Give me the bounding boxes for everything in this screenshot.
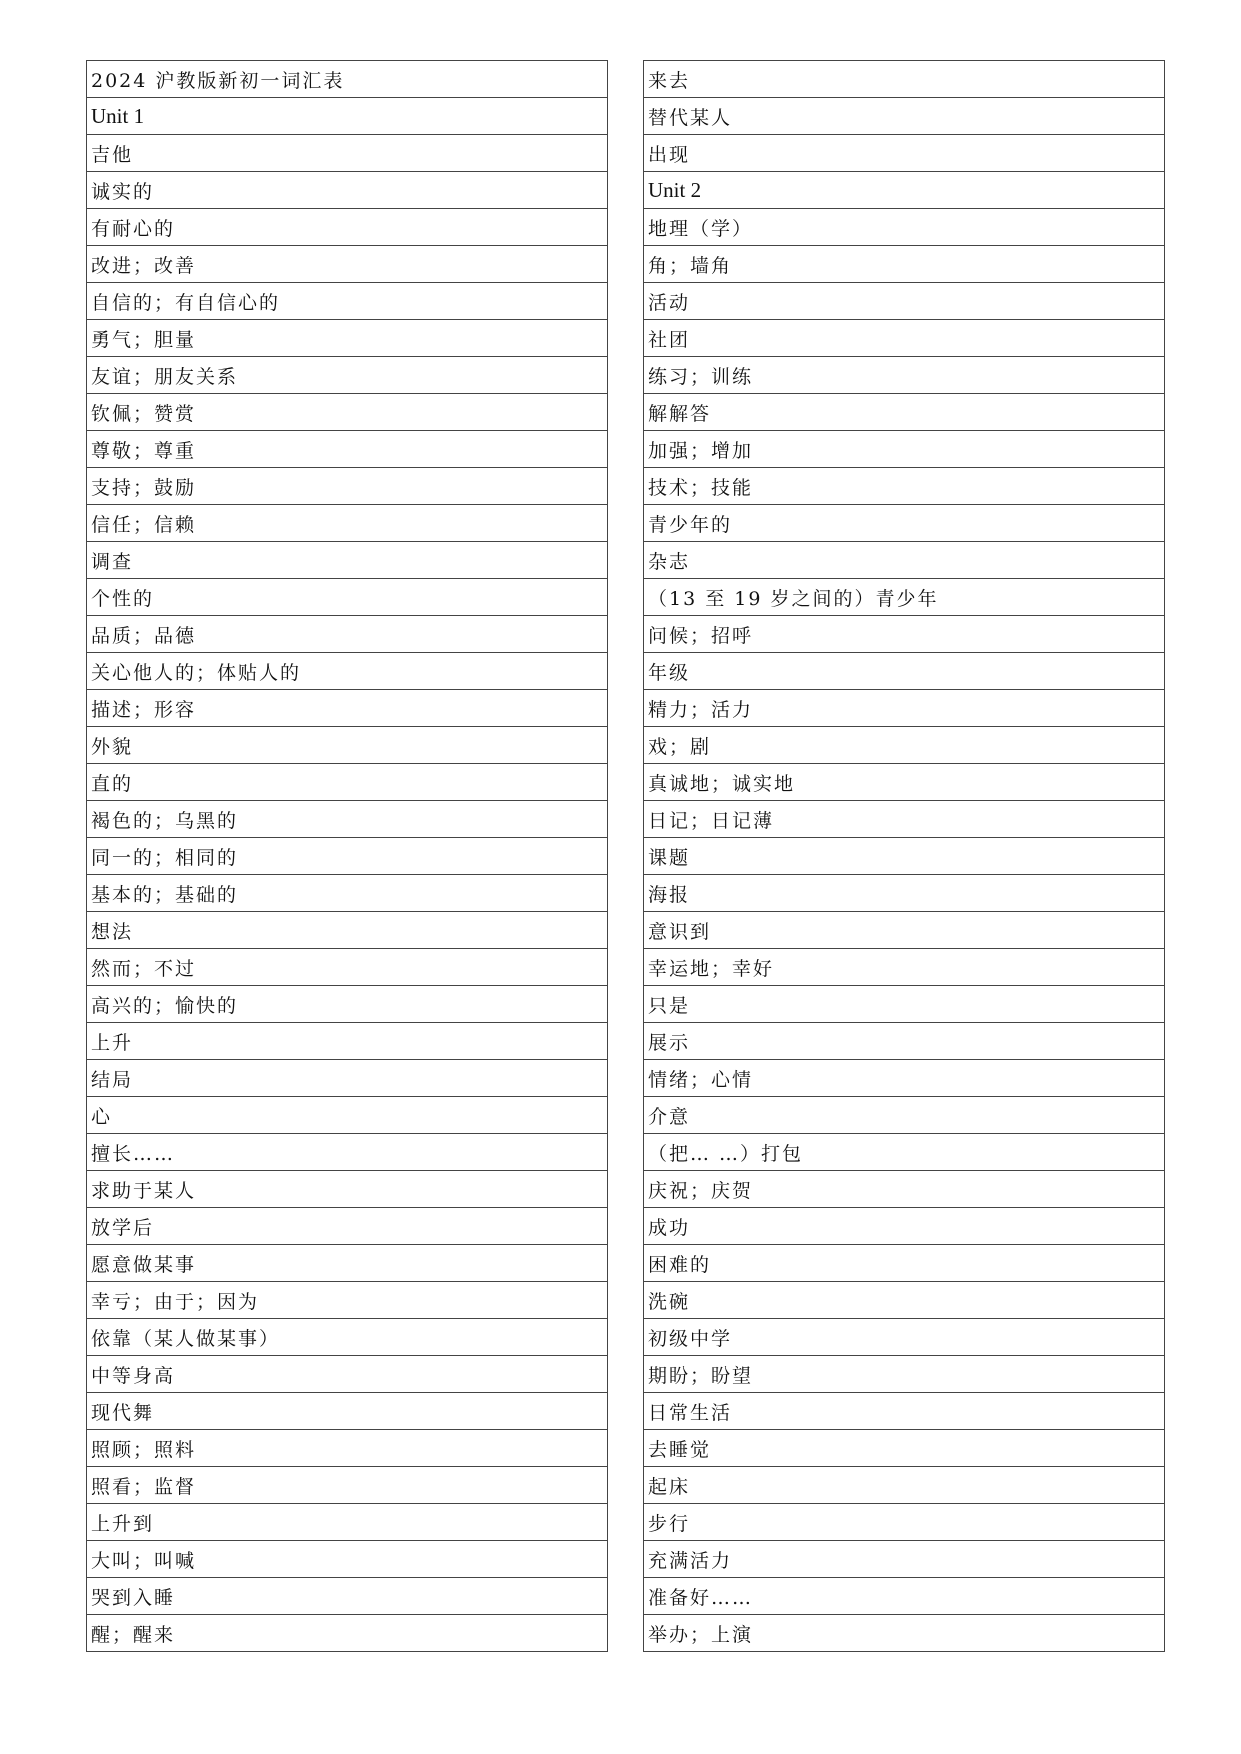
vocab-row-right — [644, 1023, 1165, 1060]
vocab-cell: 上升到 — [87, 1504, 608, 1541]
vocab-cell: 成功 — [644, 1208, 1165, 1245]
vocab-cell: 青少年的 — [644, 505, 1165, 542]
vocab-row-right — [644, 542, 1165, 579]
vocab-cell: 介意 — [644, 1097, 1165, 1134]
vocab-row-right — [644, 764, 1165, 801]
vocab-row-left — [87, 1578, 608, 1615]
vocab-cell: 诚实的 — [87, 172, 608, 209]
vocab-row-right — [644, 1504, 1165, 1541]
vocab-cell: 褐色的；乌黑的 — [87, 801, 608, 838]
vocab-row-left — [87, 246, 608, 283]
vocab-cell: 上升 — [87, 1023, 608, 1060]
vocab-cell: 哭到入睡 — [87, 1578, 608, 1615]
vocab-row-left — [87, 357, 608, 394]
vocab-row-left — [87, 1430, 608, 1467]
vocab-cell: 依靠（某人做某事） — [87, 1319, 608, 1356]
vocab-cell: 加强；增加 — [644, 431, 1165, 468]
vocab-row-right — [644, 1282, 1165, 1319]
vocab-row-left — [87, 1060, 608, 1097]
vocab-row-left — [87, 1171, 608, 1208]
vocab-row-right — [644, 1245, 1165, 1282]
vocab-row-left — [87, 949, 608, 986]
vocab-row-left — [87, 838, 608, 875]
vocab-row-left — [87, 616, 608, 653]
vocab-cell: 庆祝；庆贺 — [644, 1171, 1165, 1208]
vocab-cell: Unit 1 — [87, 98, 608, 135]
vocab-row-left — [87, 653, 608, 690]
vocab-cell: 洗碗 — [644, 1282, 1165, 1319]
vocab-cell: 日常生活 — [644, 1393, 1165, 1430]
vocab-row-left — [87, 98, 608, 135]
vocab-row-right — [644, 505, 1165, 542]
vocab-row-left — [87, 431, 608, 468]
vocab-row-left — [87, 320, 608, 357]
vocab-row-left — [87, 1504, 608, 1541]
vocab-row-left — [87, 283, 608, 320]
vocab-cell: 友谊；朋友关系 — [87, 357, 608, 394]
vocab-cell: 日记；日记薄 — [644, 801, 1165, 838]
vocab-cell: 困难的 — [644, 1245, 1165, 1282]
vocab-cell: 举办；上演 — [644, 1615, 1165, 1652]
vocab-cell: 地理（学） — [644, 209, 1165, 246]
vocab-cell: （把… …）打包 — [644, 1134, 1165, 1171]
vocab-row-right — [644, 209, 1165, 246]
vocab-table-left-body — [87, 61, 608, 1652]
vocab-row-right — [644, 1356, 1165, 1393]
vocab-row-right — [644, 1208, 1165, 1245]
vocab-table-left — [86, 60, 608, 1652]
vocab-cell: 中等身高 — [87, 1356, 608, 1393]
vocab-cell: 擅长…… — [87, 1134, 608, 1171]
vocab-row-left — [87, 801, 608, 838]
vocab-cell: 幸亏；由于；因为 — [87, 1282, 608, 1319]
vocab-row-right — [644, 283, 1165, 320]
vocab-row-left — [87, 542, 608, 579]
vocab-cell: 心 — [87, 1097, 608, 1134]
vocab-row-right — [644, 98, 1165, 135]
vocab-cell: 尊敬；尊重 — [87, 431, 608, 468]
vocab-row-right — [644, 246, 1165, 283]
vocab-row-right — [644, 690, 1165, 727]
vocab-cell: 问候；招呼 — [644, 616, 1165, 653]
vocab-row-left — [87, 394, 608, 431]
vocab-cell: 信任；信赖 — [87, 505, 608, 542]
vocab-cell: 情绪；心情 — [644, 1060, 1165, 1097]
vocab-cell: 高兴的；愉快的 — [87, 986, 608, 1023]
vocab-row-right — [644, 986, 1165, 1023]
vocab-cell: 海报 — [644, 875, 1165, 912]
vocab-row-left — [87, 690, 608, 727]
vocab-row-right — [644, 357, 1165, 394]
vocab-cell: 步行 — [644, 1504, 1165, 1541]
vocab-row-left — [87, 1134, 608, 1171]
vocab-row-right — [644, 1393, 1165, 1430]
vocab-row-right — [644, 1467, 1165, 1504]
vocab-row-right — [644, 949, 1165, 986]
vocab-row-right — [644, 1541, 1165, 1578]
vocab-cell: 幸运地；幸好 — [644, 949, 1165, 986]
vocab-row-right — [644, 838, 1165, 875]
vocab-cell: 杂志 — [644, 542, 1165, 579]
vocab-cell: 现代舞 — [87, 1393, 608, 1430]
vocab-row-right — [644, 172, 1165, 209]
vocab-cell: 放学后 — [87, 1208, 608, 1245]
vocab-cell: 初级中学 — [644, 1319, 1165, 1356]
vocab-cell: 替代某人 — [644, 98, 1165, 135]
vocab-cell: 技术；技能 — [644, 468, 1165, 505]
vocab-cell: 大叫；叫喊 — [87, 1541, 608, 1578]
vocab-row-left — [87, 1356, 608, 1393]
vocab-cell: 调查 — [87, 542, 608, 579]
vocab-row-left — [87, 579, 608, 616]
vocab-row-left — [87, 209, 608, 246]
vocab-row-right — [644, 1319, 1165, 1356]
vocab-row-left — [87, 986, 608, 1023]
vocab-row-right — [644, 579, 1165, 616]
vocab-row-right — [644, 653, 1165, 690]
vocab-row-left — [87, 875, 608, 912]
vocab-row-left — [87, 1282, 608, 1319]
vocab-row-right — [644, 1430, 1165, 1467]
vocab-cell: 展示 — [644, 1023, 1165, 1060]
vocab-row-right — [644, 1171, 1165, 1208]
vocab-cell: 醒；醒来 — [87, 1615, 608, 1652]
vocab-row-right — [644, 801, 1165, 838]
vocab-cell: （13 至 19 岁之间的）青少年 — [644, 579, 1165, 616]
vocab-cell: 品质；品德 — [87, 616, 608, 653]
vocab-row-left — [87, 1097, 608, 1134]
vocab-cell: 外貌 — [87, 727, 608, 764]
vocab-cell: 精力；活力 — [644, 690, 1165, 727]
vocab-row-left — [87, 135, 608, 172]
vocab-cell: 同一的；相同的 — [87, 838, 608, 875]
vocab-row-left — [87, 764, 608, 801]
vocab-cell: 钦佩；赞赏 — [87, 394, 608, 431]
vocab-row-right — [644, 394, 1165, 431]
vocab-cell: 基本的；基础的 — [87, 875, 608, 912]
vocab-cell: Unit 2 — [644, 172, 1165, 209]
vocab-cell: 关心他人的；体贴人的 — [87, 653, 608, 690]
vocab-cell: 只是 — [644, 986, 1165, 1023]
vocab-row-left — [87, 1245, 608, 1282]
vocab-row-right — [644, 1615, 1165, 1652]
vocab-row-left — [87, 1541, 608, 1578]
vocab-row-right — [644, 912, 1165, 949]
vocab-row-left — [87, 727, 608, 764]
vocab-cell: 期盼；盼望 — [644, 1356, 1165, 1393]
vocab-cell: 充满活力 — [644, 1541, 1165, 1578]
vocab-cell: 戏；剧 — [644, 727, 1165, 764]
vocab-row-right — [644, 320, 1165, 357]
vocab-row-left — [87, 468, 608, 505]
vocab-cell: 练习；训练 — [644, 357, 1165, 394]
vocab-row-right — [644, 431, 1165, 468]
vocab-cell: 自信的；有自信心的 — [87, 283, 608, 320]
vocab-cell: 2024 沪教版新初一词汇表 — [87, 61, 608, 98]
vocab-cell: 支持；鼓励 — [87, 468, 608, 505]
vocab-row-right — [644, 1134, 1165, 1171]
vocab-cell: 描述；形容 — [87, 690, 608, 727]
vocab-cell: 吉他 — [87, 135, 608, 172]
vocab-cell: 课题 — [644, 838, 1165, 875]
vocab-cell: 角；墙角 — [644, 246, 1165, 283]
vocab-row-left — [87, 1467, 608, 1504]
vocab-row-right — [644, 1578, 1165, 1615]
vocab-row-left — [87, 172, 608, 209]
vocab-cell: 出现 — [644, 135, 1165, 172]
vocab-table-right — [643, 60, 1165, 1652]
vocab-cell: 解解答 — [644, 394, 1165, 431]
vocab-cell: 准备好…… — [644, 1578, 1165, 1615]
vocab-cell: 照顾；照料 — [87, 1430, 608, 1467]
vocab-cell: 有耐心的 — [87, 209, 608, 246]
vocab-row-left — [87, 1319, 608, 1356]
vocab-row-left — [87, 505, 608, 542]
vocab-cell: 勇气；胆量 — [87, 320, 608, 357]
vocab-row-right — [644, 468, 1165, 505]
vocab-row-right — [644, 875, 1165, 912]
vocab-row-left — [87, 1393, 608, 1430]
vocab-row-right — [644, 61, 1165, 98]
vocab-row-right — [644, 135, 1165, 172]
vocab-cell: 起床 — [644, 1467, 1165, 1504]
vocab-row-left — [87, 1615, 608, 1652]
vocab-cell: 个性的 — [87, 579, 608, 616]
vocab-table-right-body — [644, 61, 1165, 1652]
vocab-row-right — [644, 1060, 1165, 1097]
vocab-cell: 结局 — [87, 1060, 608, 1097]
vocab-row-right — [644, 1097, 1165, 1134]
vocab-row-left — [87, 61, 608, 98]
vocab-cell: 活动 — [644, 283, 1165, 320]
vocab-row-left — [87, 912, 608, 949]
vocab-cell: 愿意做某事 — [87, 1245, 608, 1282]
vocab-cell: 年级 — [644, 653, 1165, 690]
vocab-cell: 来去 — [644, 61, 1165, 98]
vocab-cell: 意识到 — [644, 912, 1165, 949]
vocab-cell: 改进；改善 — [87, 246, 608, 283]
vocab-cell: 直的 — [87, 764, 608, 801]
vocab-cell: 然而；不过 — [87, 949, 608, 986]
vocab-row-right — [644, 616, 1165, 653]
vocab-cell: 社团 — [644, 320, 1165, 357]
vocab-cell: 照看；监督 — [87, 1467, 608, 1504]
vocab-cell: 求助于某人 — [87, 1171, 608, 1208]
vocab-cell: 真诚地；诚实地 — [644, 764, 1165, 801]
vocab-cell: 想法 — [87, 912, 608, 949]
vocab-row-left — [87, 1023, 608, 1060]
vocab-row-left — [87, 1208, 608, 1245]
vocab-cell: 去睡觉 — [644, 1430, 1165, 1467]
vocab-row-right — [644, 727, 1165, 764]
